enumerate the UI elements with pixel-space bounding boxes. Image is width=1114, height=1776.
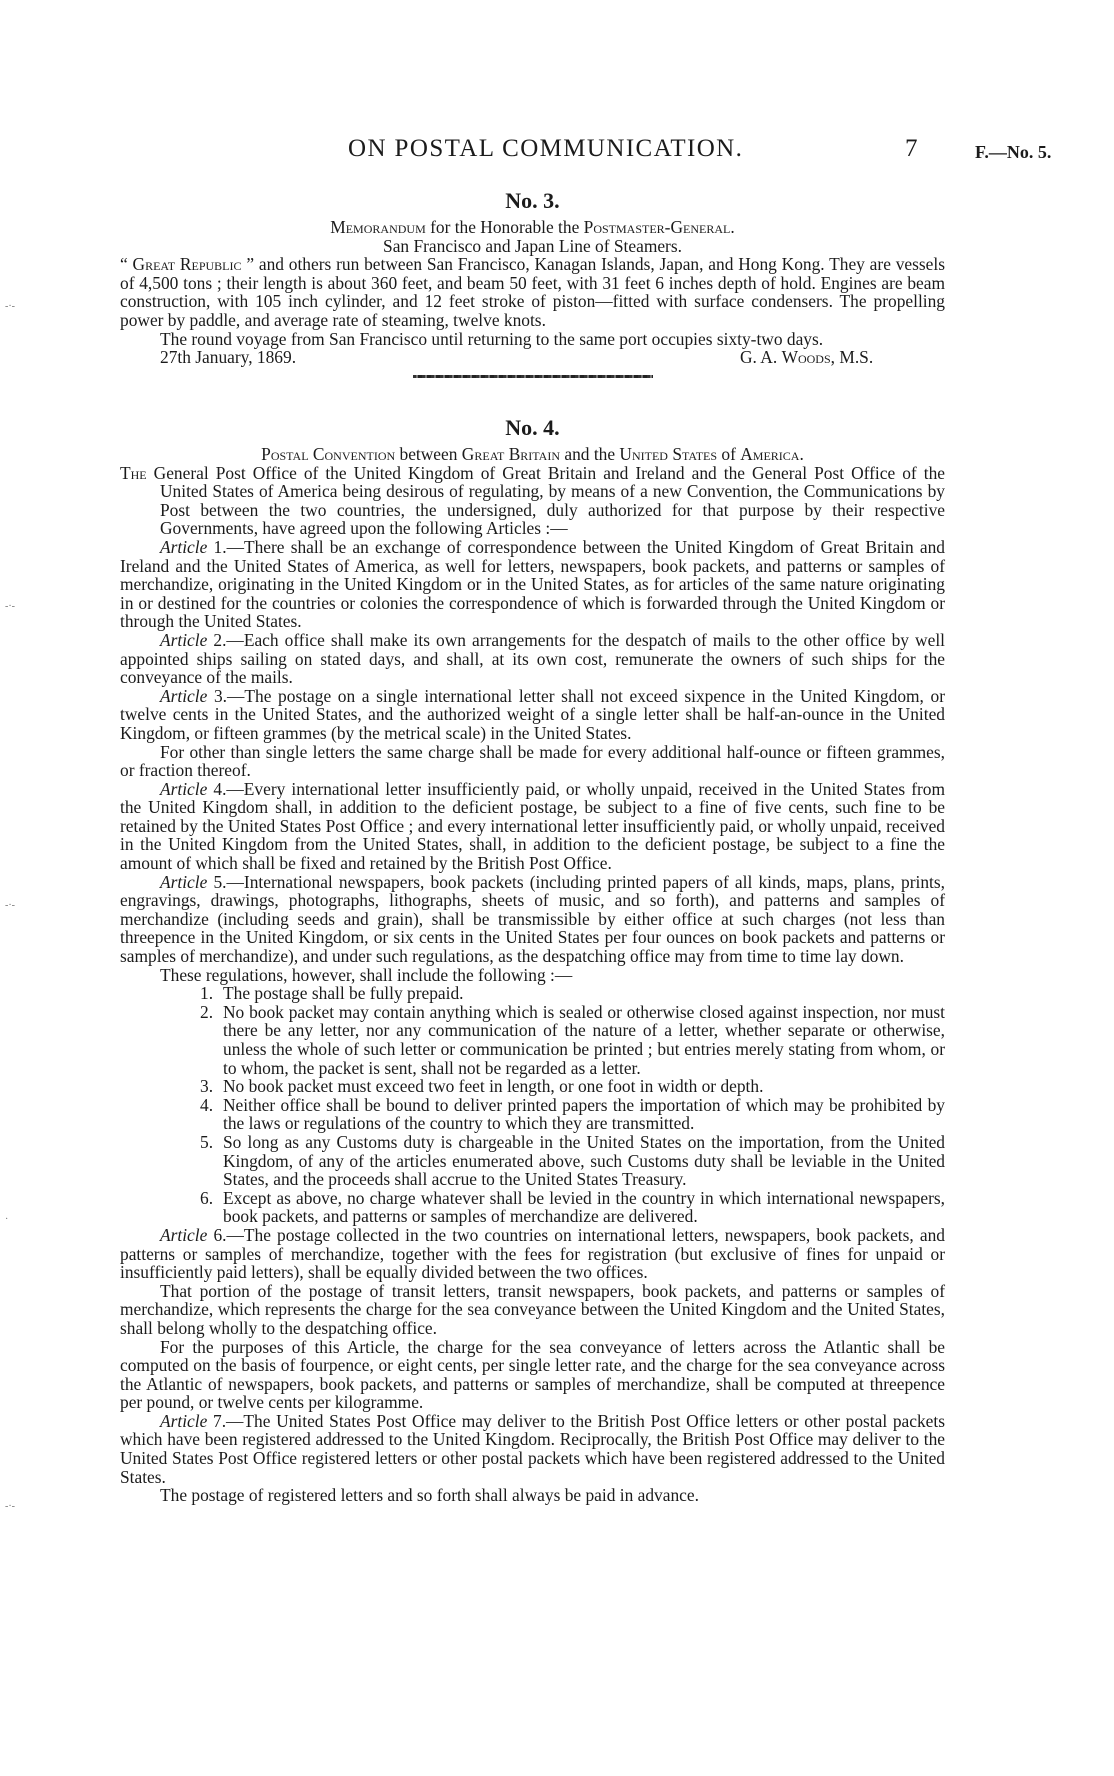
document-number: No. 4. [505,415,560,440]
memo-signature: G. A. Woods, M.S. [740,347,874,368]
convention-title: Postal Convention between Great Britain and the United States of America. [261,444,804,464]
list-item: 6. Except as above, no charge whatever shall be levied in the country in which international newspapers, book packets, and patterns or samples of merchandize are delivered. [200,1187,945,1227]
margin-mark: · [5,1214,9,1225]
memo-paragraph: “ Great Republic ” and others run between San Francisco, Kanagan Islands, Japan, and Hong Kong. They are vessels of 4,500 tons ; their length is about 360 feet, and beam 50 feet, with 31 feet 6 inches depth of hold. Engines are beam construction, with 105 inch cylinder, and 12 feet stroke of piston—fitted with surface condensers. The propelling power by paddle, and average rate of steaming, twelve knots. [120,254,945,330]
margin-mark: -·- [5,900,15,911]
list-item: 5. So long as any Customs duty is chargeable in the United States on the importation, from the United Kingdom, of any of the articles enumerated above, such Customs duty shall be leviable in the United States, and the proceeds shall accrue to the United States Treasury. [200,1131,945,1190]
convention-preamble: The General Post Office of the United Kingdom of Great Britain and Ireland and the General Post Office of the United States of America being desirous of regulating, by means of a new Convention, the Communications by Post between the two countries, the undersigned, duly authorized for that purpose by their respective Governments, have agreed upon the following Articles :— [120,462,945,539]
margin-mark: -·- [5,601,15,612]
margin-mark: -·- [5,301,15,312]
article-7-paragraph: The postage of registered letters and so forth shall always be paid in advance. [160,1485,699,1506]
section-reference: F.—No. 5. [975,142,1052,162]
regulations-intro: These regulations, however, shall include the following :— [160,964,573,985]
article-7: Article 7.—The United States Post Office may deliver to the British Post Office letters or other postal packets which have been registered addressed to the United Kingdom. Reciprocally, the British Post Office may deliver to the United States Post Office registered letters or other postal packets which have been registered addressed to the United States. [120,1410,945,1487]
article-1: Article 1.—There shall be an exchange of correspondence between the United Kingdom of Great Britain and Ireland and the United States of America, as well for letters, newspapers, book packets, and patterns or samples of merchandize, originating in the United Kingdom or in the United States, as for articles of the same nature originating in or destined for the countries or colonies the correspondence of which is forwarded through the United Kingdom or through the United States. [120,536,945,632]
article-4: Article 4.—Every international letter insufficiently paid, or wholly unpaid, received in the United States from the United Kingdom shall, in addition to the deficient postage, be subject to a fine of five cents, such fine to be retained by the United States Post Office ; and every international letter insufficiently paid, or wholly unpaid, received in the United Kingdom from the United States, shall, in addition to the deficient postage, be subject to a fine the amount of which shall be fixed and retained by the British Post Office. [120,778,945,874]
list-item: 2. No book packet may contain anything which is sealed or otherwise closed against inspection, nor must there be any letter, nor any communication of the nature of a letter, whether separate or otherwise, unless the whole of such letter or communication be printed ; but entries merely stating from whom, or to whom, the packet is sent, shall not be regarded as a letter. [200,1001,945,1078]
list-item: 4. Neither office shall be bound to deliver printed papers the importation of which may be prohibited by the laws or regulations of the country to which they are transmitted. [200,1094,945,1134]
running-title: ON POSTAL COMMUNICATION. [348,135,744,162]
article-6: Article 6.—The postage collected in the two countries on international letters, newspapers, book packets, and patterns or samples of merchandize, together with the fees for registration (but exclusive of fines for unpaid or insufficiently paid letters), shall be equally divided between the two offices. [120,1224,945,1283]
document-no-3 [120,188,945,396]
article-3-paragraph: For other than single letters the same charge shall be made for every additional half-ounce or fifteen grammes, or fraction thereof. [120,741,945,781]
memo-signature-line [120,348,945,367]
memo-date: 27th January, 1869. [160,347,297,368]
list-item: 1. The postage shall be fully prepaid. [200,983,464,1004]
page-header [0,135,1114,166]
margin-mark: -·- [5,1501,15,1512]
memo-subtitle: San Francisco and Japan Line of Steamers. [383,235,682,256]
section-divider [413,375,653,378]
document-no-4 [120,415,945,1505]
page-number: 7 [905,135,918,162]
list-item: 3. No book packet must exceed two feet in length, or one foot in width or depth. [200,1076,764,1097]
document-number: No. 3. [505,188,560,213]
memo-title: Memorandum for the Honorable the Postmaster-General. [330,217,735,237]
memo-paragraph: The round voyage from San Francisco until returning to the same port occupies sixty-two days. [160,328,824,349]
article-6-paragraph: That portion of the postage of transit letters, transit newspapers, book packets, and patterns or samples of merchandize, which represents the charge for the sea conveyance between the United Kingdom and the United States, shall belong wholly to the despatching office. [120,1280,945,1338]
article-6-paragraph: For the purposes of this Article, the charge for the sea conveyance of letters across the Atlantic shall be computed on the basis of fourpence, or eight cents, per single letter rate, and the charge for the sea conveyance across the Atlantic of newspapers, book packets, and patterns or samples of merchandize, shall be computed at threepence per pound, or twelve cents per kilogramme. [120,1336,945,1413]
article-2: Article 2.—Each office shall make its own arrangements for the despatch of mails to the other office by well appointed ships sailing on stated days, and shall, at its own cost, remunerate the owners of such ships for the conveyance of the mails. [120,629,945,688]
article-5: Article 5.—International newspapers, book packets (including printed papers of all kinds, maps, plans, prints, engravings, drawings, photographs, lithographs, sheets of music, and so forth), and patterns and samples of merchandize (including seeds and grain), shall be transmissible by either office at such charges (not less than threepence in the United Kingdom, or six cents in the United States per four ounces on book packets and patterns or samples of merchandize), and under such regulations, as the despatching office may from time to time lay down. [120,871,945,967]
regulations-list [120,984,945,1226]
article-3: Article 3.—The postage on a single international letter shall not exceed sixpence in the United Kingdom, or twelve cents in the United States, and the authorized weight of a single letter shall be half-an-ounce in the United Kingdom, or fifteen grammes (by the metrical scale) in the United States. [120,685,945,743]
